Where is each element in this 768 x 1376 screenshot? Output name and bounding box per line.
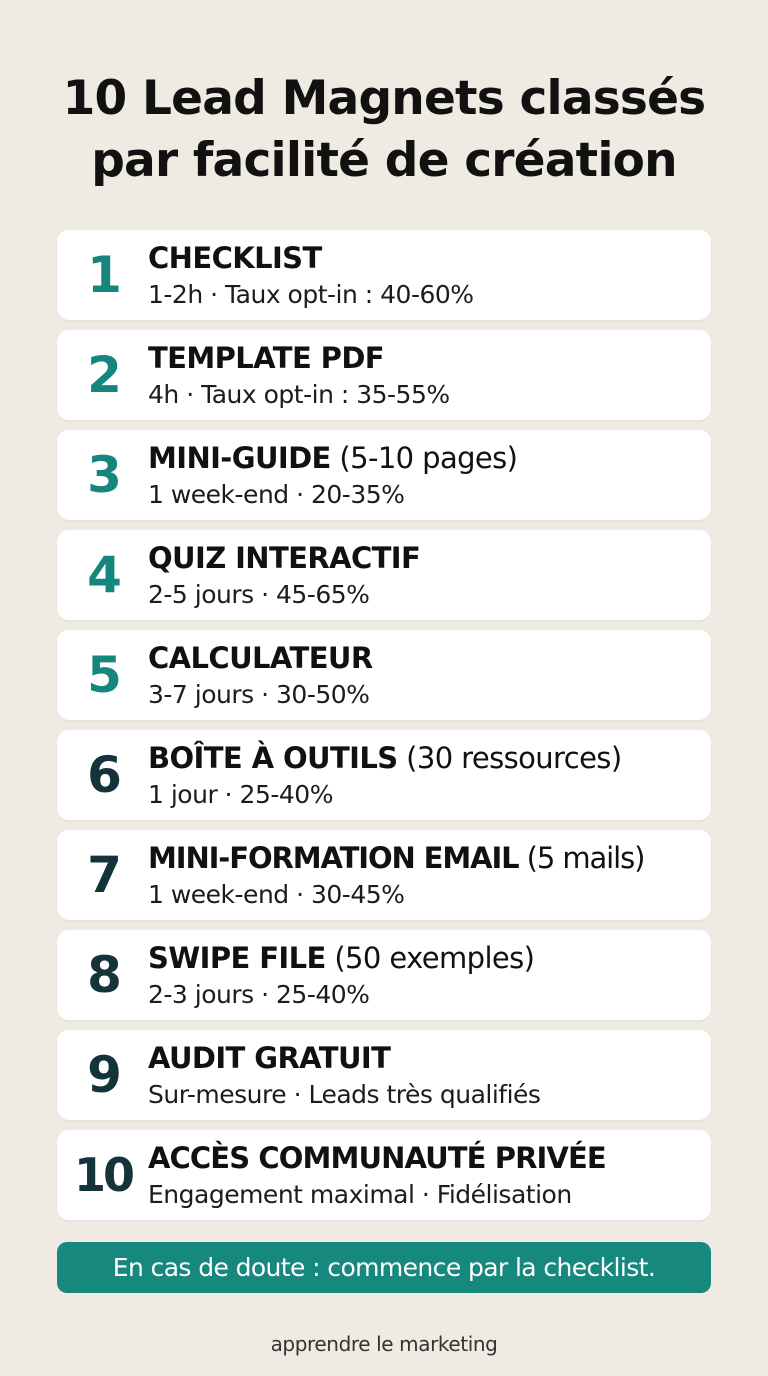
item-title [148, 541, 420, 575]
rank-number: 5 [87, 646, 119, 704]
item-title [148, 741, 622, 775]
item-note: (30 ressources) [397, 741, 622, 775]
rank-number: 7 [87, 846, 119, 904]
rank-number: 9 [87, 1046, 119, 1104]
list-item [57, 730, 711, 820]
rank-number: 4 [87, 546, 119, 604]
item-title [148, 241, 322, 275]
item-title [148, 941, 534, 975]
item-name: BOÎTE À OUTILS [148, 741, 398, 775]
title-line-2: par facilité de création [91, 133, 677, 188]
tip-banner: En cas de doute : commence par la checklist. [57, 1242, 711, 1293]
item-meta: 4h · Taux opt-in : 35-55% [148, 380, 450, 409]
item-title [148, 341, 384, 375]
rank-number: 10 [73, 1148, 132, 1202]
list-item [57, 830, 711, 920]
item-name: CHECKLIST [148, 241, 322, 275]
item-note: (5 mails) [518, 841, 645, 875]
list-item [57, 630, 711, 720]
item-meta: 1-2h · Taux opt-in : 40-60% [148, 280, 474, 309]
rank-number: 8 [87, 946, 119, 1004]
item-name: AUDIT GRATUIT [148, 1041, 391, 1075]
item-title [148, 641, 373, 675]
item-meta: Engagement maximal · Fidélisation [148, 1180, 572, 1209]
list-item [57, 1130, 711, 1220]
item-title [148, 1141, 606, 1175]
item-meta: 3-7 jours · 30-50% [148, 680, 370, 709]
item-title [148, 841, 644, 875]
rank-number: 1 [87, 246, 119, 304]
title-line-1: 10 Lead Magnets classés [62, 71, 706, 126]
item-meta: 2-3 jours · 25-40% [148, 980, 370, 1009]
item-meta: 2-5 jours · 45-65% [148, 580, 370, 609]
list-item [57, 330, 711, 420]
item-name: MINI-FORMATION EMAIL [148, 841, 519, 875]
item-meta: Sur-mesure · Leads très qualifiés [148, 1080, 541, 1109]
page-title [0, 68, 768, 192]
list-item [57, 1030, 711, 1120]
item-name: QUIZ INTERACTIF [148, 541, 421, 575]
footer-brand: apprendre le marketing [270, 1332, 498, 1356]
item-meta: 1 week-end · 20-35% [148, 480, 405, 509]
list-item [57, 230, 711, 320]
item-title [148, 441, 517, 475]
item-name: SWIPE FILE [148, 941, 326, 975]
rank-number: 6 [87, 746, 119, 804]
item-name: TEMPLATE PDF [148, 341, 385, 375]
list-item [57, 430, 711, 520]
item-note: (5-10 pages) [330, 441, 518, 475]
item-meta: 1 week-end · 30-45% [148, 880, 405, 909]
lead-magnet-list [57, 230, 711, 1230]
rank-number: 2 [87, 346, 119, 404]
rank-number: 3 [87, 446, 119, 504]
item-title [148, 1041, 390, 1075]
item-name: MINI-GUIDE [148, 441, 331, 475]
item-meta: 1 jour · 25-40% [148, 780, 333, 809]
item-note: (50 exemples) [325, 941, 535, 975]
item-name: CALCULATEUR [148, 641, 373, 675]
item-name: ACCÈS COMMUNAUTÉ PRIVÉE [148, 1141, 606, 1175]
list-item [57, 530, 711, 620]
list-item [57, 930, 711, 1020]
